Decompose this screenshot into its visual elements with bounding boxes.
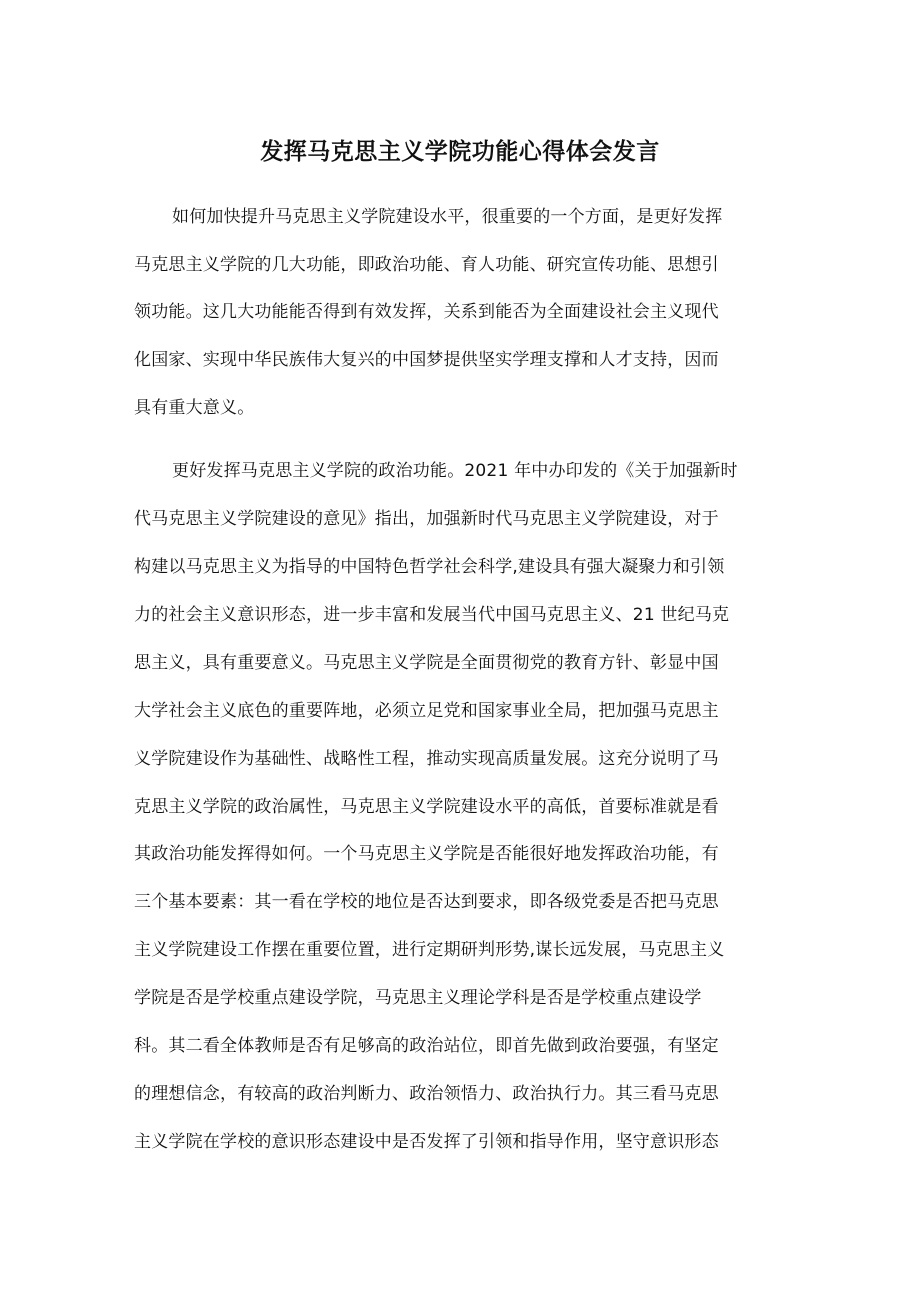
paragraph-2-line-2: 代马克思主义学院建设的意见》指出，加强新时代马克思主义学院建设，对于	[134, 509, 719, 529]
paragraph-2-line-6: 大学社会主义底色的重要阵地，必须立足党和国家事业全局，把加强马克思主	[134, 701, 719, 721]
paragraph-2-line-9: 其政治功能发挥得如何。一个马克思主义学院是否能很好地发挥政治功能，有	[134, 844, 719, 864]
paragraph-2-line-10: 三个基本要素：其一看在学校的地位是否达到要求，即各级党委是否把马克思	[134, 892, 719, 912]
paragraph-2-line-11: 主义学院建设工作摆在重要位置，进行定期研判形势,谋长远发展，马克思主义	[134, 940, 725, 960]
paragraph-2-line-3: 构建以马克思主义为指导的中国特色哲学社会科学,建设具有强大凝聚力和引领	[134, 557, 725, 577]
paragraph-2-line-1: 更好发挥马克思主义学院的政治功能。2021 年中办印发的《关于加强新时	[172, 461, 738, 481]
paragraph-1-line-2: 马克思主义学院的几大功能，即政治功能、育人功能、研究宣传功能、思想引	[134, 255, 719, 275]
paragraph-1-line-3: 领功能。这几大功能能否得到有效发挥，关系到能否为全面建设社会主义现代	[134, 302, 719, 322]
paragraph-2-line-4: 力的社会主义意识形态，进一步丰富和发展当代中国马克思主义、21 世纪马克	[134, 605, 730, 625]
paragraph-2-line-14: 的理想信念，有较高的政治判断力、政治领悟力、政治执行力。其三看马克思	[134, 1084, 719, 1104]
paragraph-1-line-1: 如何加快提升马克思主义学院建设水平，很重要的一个方面，是更好发挥	[172, 207, 723, 227]
paragraph-2-line-8: 克思主义学院的政治属性，马克思主义学院建设水平的高低，首要标准就是看	[134, 797, 719, 817]
paragraph-1-line-4: 化国家、实现中华民族伟大复兴的中国梦提供坚实学理支撑和人才支持，因而	[134, 350, 719, 370]
document-title: 发挥马克思主义学院功能心得体会发言	[260, 139, 660, 165]
paragraph-2-line-5: 思主义，具有重要意义。马克思主义学院是全面贯彻党的教育方针、彰显中国	[134, 653, 719, 673]
paragraph-2-line-12: 学院是否是学校重点建设学院，马克思主义理论学科是否是学校重点建设学	[134, 988, 702, 1008]
paragraph-1-line-5: 具有重大意义。	[134, 398, 255, 418]
paragraph-2-line-7: 义学院建设作为基础性、战略性工程，推动实现高质量发展。这充分说明了马	[134, 749, 719, 769]
paragraph-2-line-13: 科。其二看全体教师是否有足够高的政治站位，即首先做到政治要强，有坚定	[134, 1036, 719, 1056]
paragraph-2-line-15: 主义学院在学校的意识形态建设中是否发挥了引领和指导作用，坚守意识形态	[134, 1132, 719, 1152]
